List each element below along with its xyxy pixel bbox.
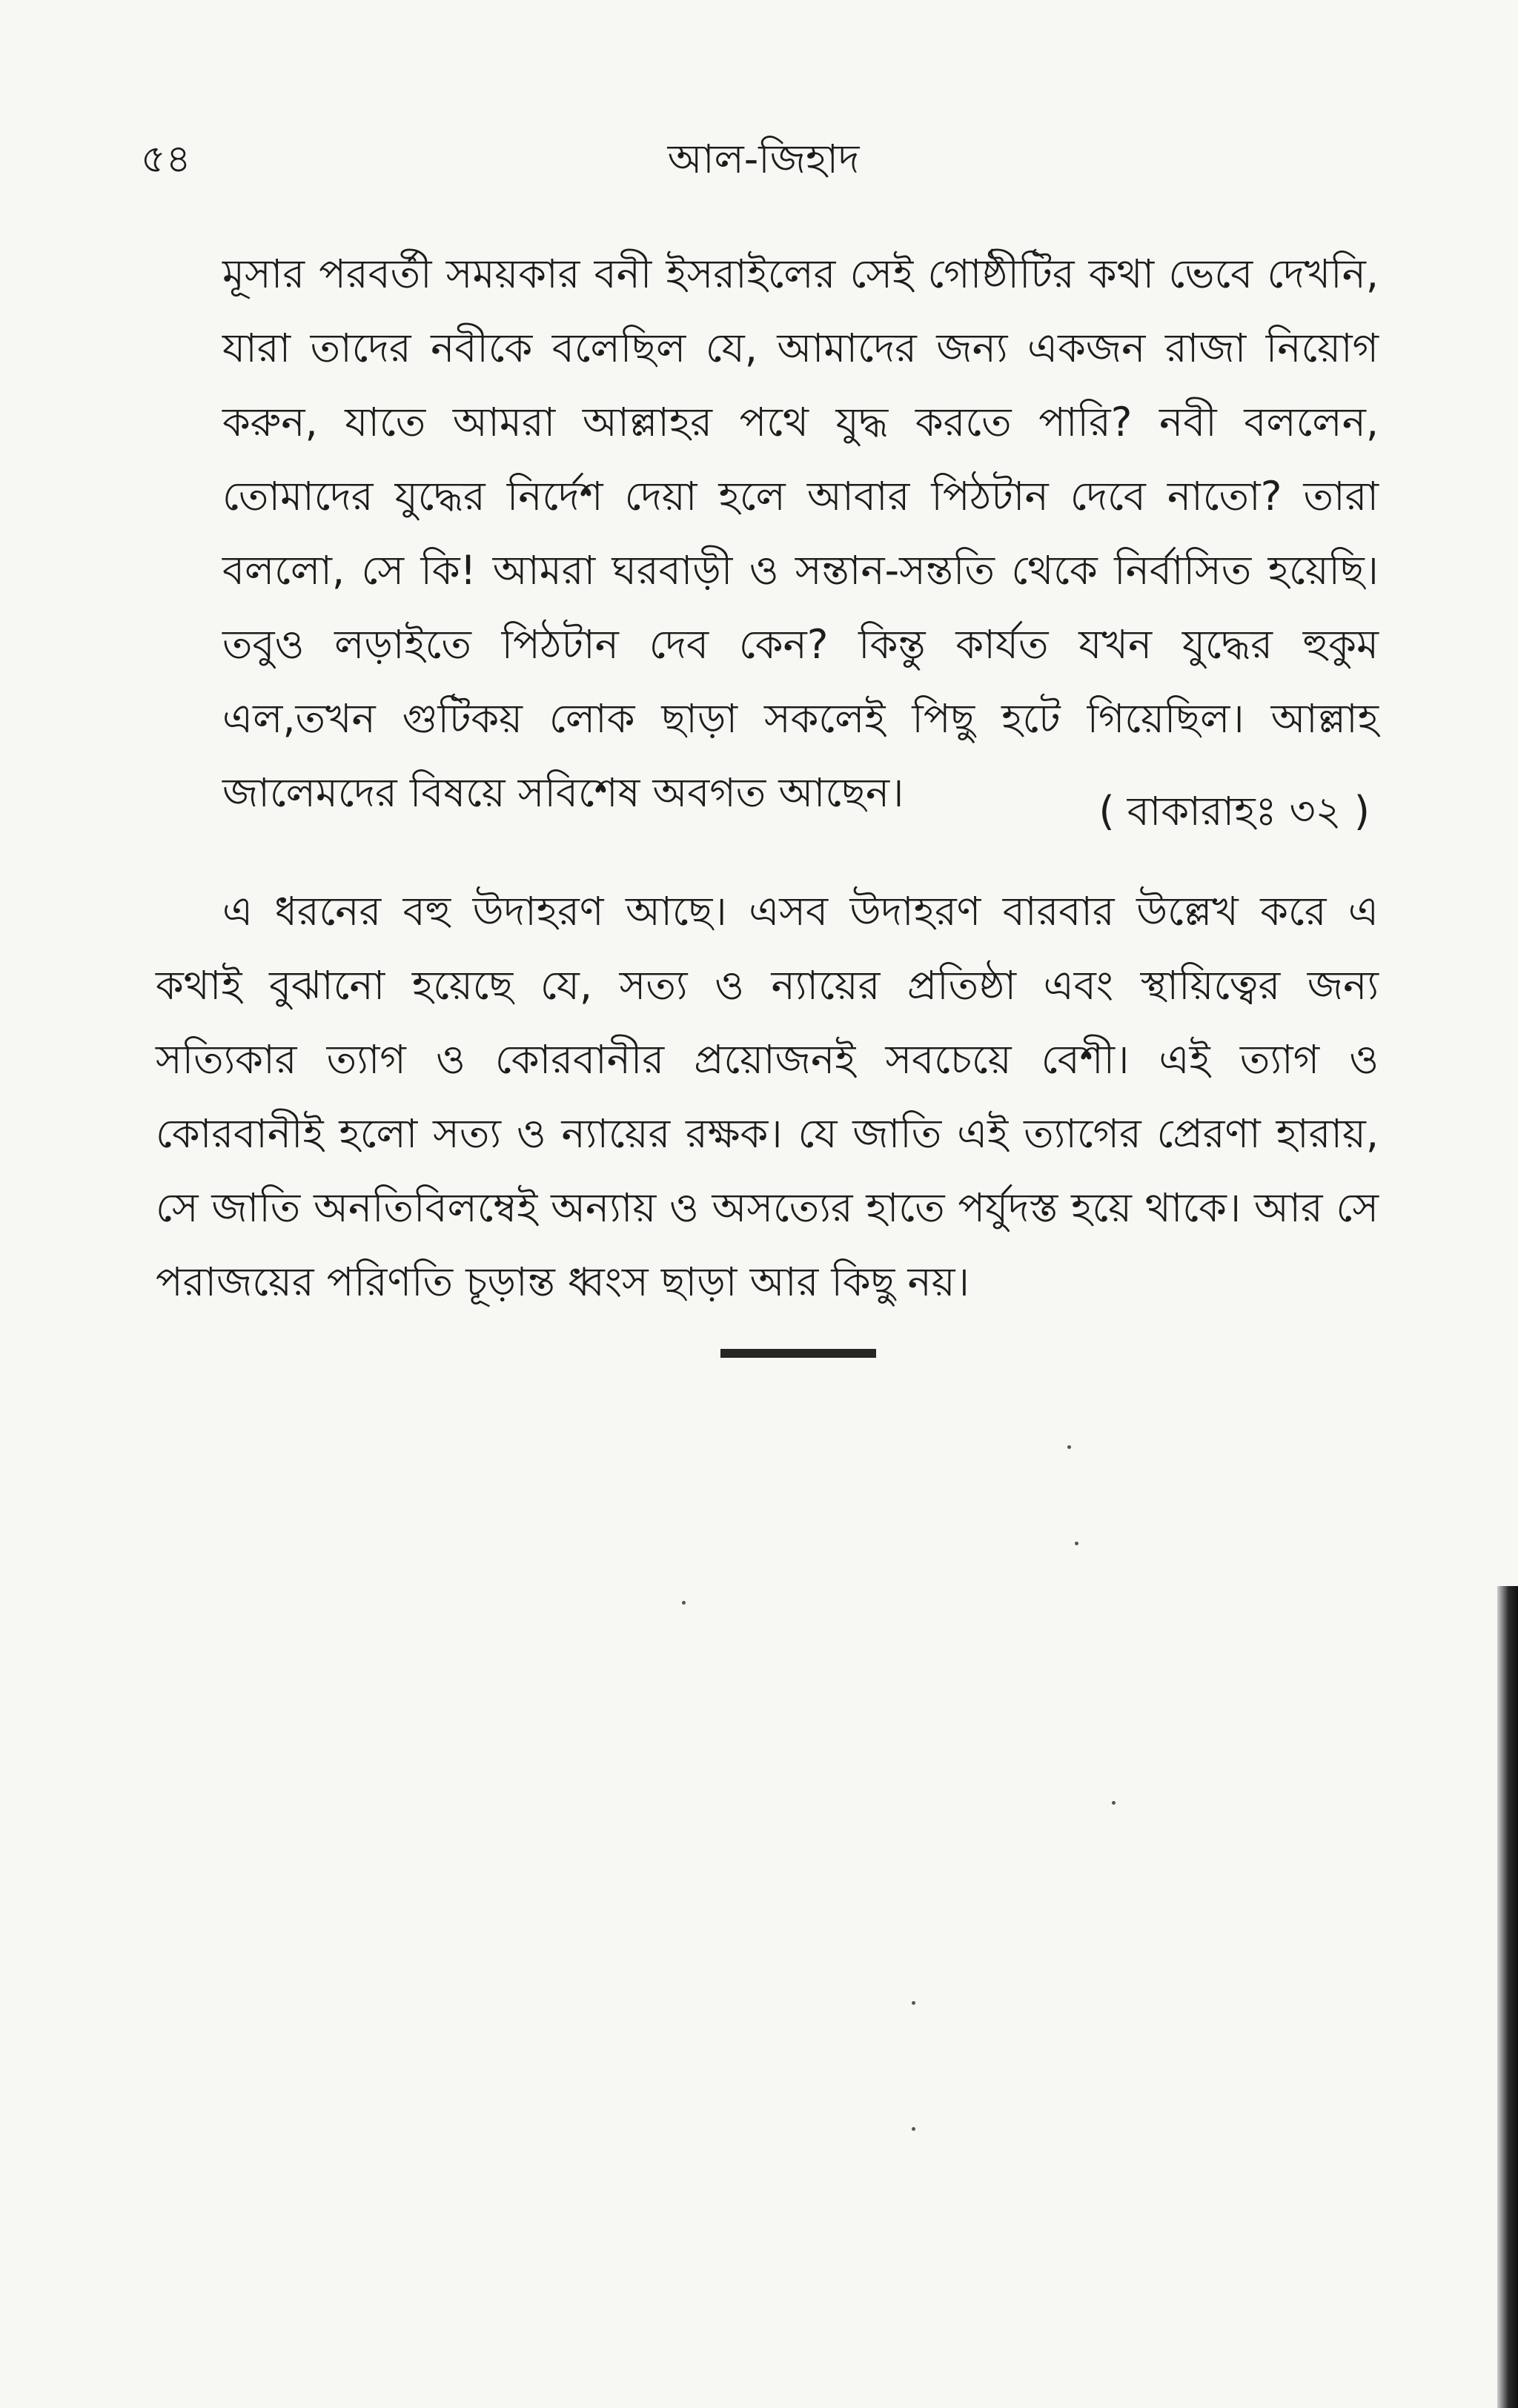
running-title: আল-জিহাদ xyxy=(667,136,860,182)
quote-paragraph: মূসার পরবর্তী সময়কার বনী ইসরাইলের সেই গোষ্ঠীটির কথা ভেবে দেখনি, যারা তাদের নবীকে বলেছিল যে, আমাদের জন্য একজন রাজা নিয়োগ করুন, যাতে আমরা আল্লাহর পথে যুদ্ধ করতে পারি? নবী বললেন, তোমাদের যুদ্ধের নির্দেশ দেয়া হলে আবার পিঠটান দেবে নাতো? তারা বললো, সে কি! আমরা ঘরবাড়ী ও সন্তান-সন্ততি থেকে নির্বাসিত হয়েছি। তবুও লড়াইতে পিঠটান দেব কেন? কিন্তু কার্যত যখন যুদ্ধের হুকুম এল,তখন গুটিকয় লোক ছাড়া সকলেই পিছু হটে গিয়েছিল। আল্লাহ জালেমদের বিষয়ে সবিশেষ অবগত আছেন। xyxy=(222,251,1379,816)
scan-speck xyxy=(912,2127,915,2131)
scan-speck xyxy=(1075,1542,1078,1545)
scan-speck xyxy=(912,2001,915,2005)
scan-speck xyxy=(1112,1801,1116,1805)
page-binding-shadow xyxy=(1497,1586,1518,2408)
quote-reference: ( বাকারাহঃ ৩২ ) xyxy=(1098,788,1370,835)
body-paragraph: এ ধরনের বহু উদাহরণ আছে। এসব উদাহরণ বারবার উল্লেখ করে এ কথাই বুঝানো হয়েছে যে, সত্য ও ন্যায়ের প্রতিষ্ঠা এবং স্থায়িত্বের জন্য সত্যিকার ত্যাগ ও কোরবানীর প্রয়োজনই সবচেয়ে বেশী। এই ত্যাগ ও কোরবানীই হলো সত্য ও ন্যায়ের রক্ষক। যে জাতি এই ত্যাগের প্রেরণা হারায়, সে জাতি অনতিবিলম্বেই অন্যায় ও অসত্যের হাতে পর্যুদস্ত হয়ে থাকে। আর সে পরাজয়ের পরিণতি চূড়ান্ত ধ্বংস ছাড়া আর কিছু নয়। xyxy=(156,888,1379,1305)
page-header xyxy=(141,126,1386,193)
page-number: ৫৪ xyxy=(141,137,191,182)
section-end-rule xyxy=(720,1349,876,1358)
scan-speck xyxy=(682,1601,686,1605)
scan-speck xyxy=(1067,1445,1071,1449)
